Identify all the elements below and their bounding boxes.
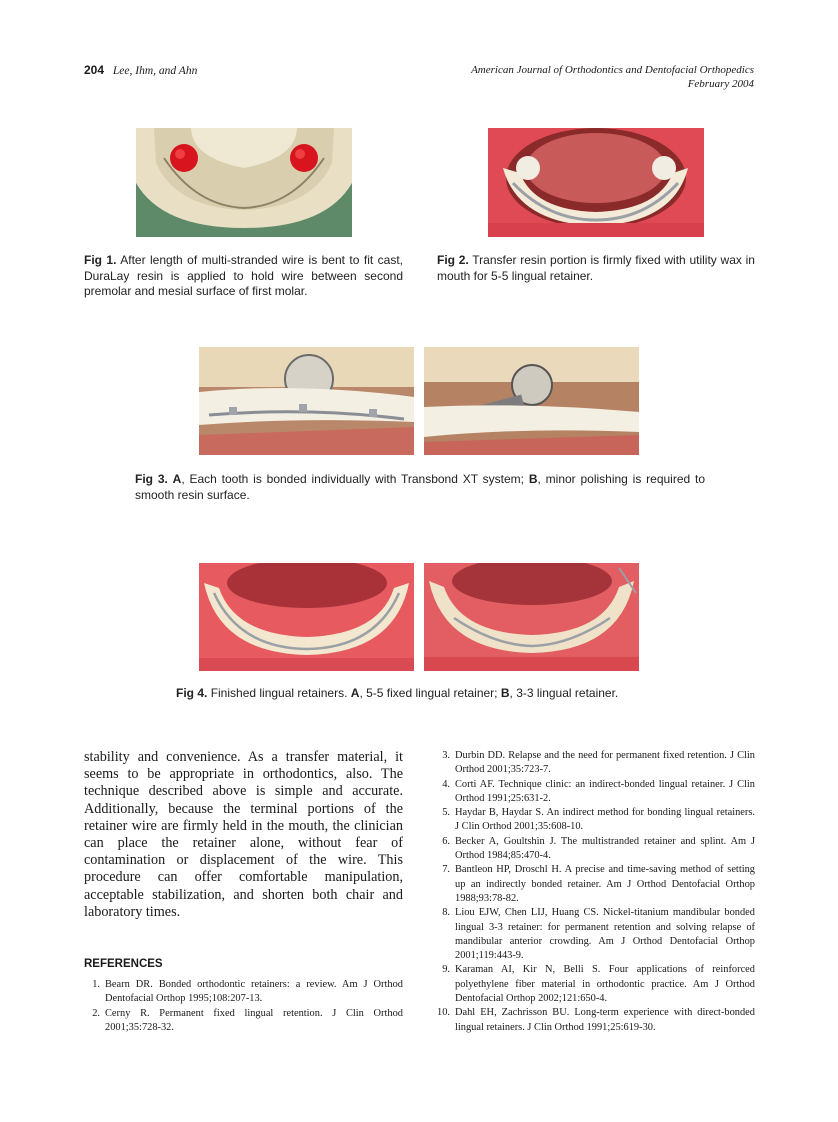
body-paragraph: stability and convenience. As a transfer material, it seems to be appropriate in orthodontics, also. The technique described above is simple and accurate. Additionally, because the terminal portions of the retainer wire are firmly held in the mouth, the clinician can place the retainer alone, without fear of contamination or displacement of the wire. This procedure can offer comfortable manipulation, acceptable stabilization, and shorten both chair and laboratory times. [84, 749, 403, 920]
fig4-part-a: A [350, 686, 360, 700]
fig4-caption [176, 686, 696, 702]
fig1-caption-text: After length of multi-stranded wire is bent to fit cast, DuraLay resin is applied to hold wire between second premolar and mesial surface of first molar. [84, 253, 403, 298]
issue-date: February 2004 [687, 78, 754, 90]
author-names: Lee, Ihm, and Ahn [112, 65, 198, 77]
fig3-part-b: B [528, 472, 538, 486]
fig3-part-a: A [172, 472, 182, 486]
running-header-right [471, 63, 754, 91]
reference-item: 1. Bearn DR. Bonded orthodontic retainers: a review. Am J Orthod Dentofacial Orthop 1995;108:207-13. [92, 979, 403, 1005]
reference-item: 5. Haydar B, Haydar S. An indirect method for bonding lingual retainers. J Clin Orthod 2001;35:608-10. [442, 807, 755, 833]
page-number: 204 [84, 63, 105, 77]
fig3-text-b: , minor polishing is required to smooth resin surface. [135, 472, 706, 502]
references-right-column [434, 749, 755, 1035]
reference-item: 9. Karaman AI, Kir N, Belli S. Four applications of reinforced polyethylene fiber material in orthodontic practice. Am J Orthod Dentofacial Orthop 2002;121:650-4. [442, 964, 755, 1005]
fig4-part-b: B [500, 686, 510, 700]
reference-item: 10. Dahl EH, Zachrisson BU. Long-term experience with direct-bonded lingual retainers. J Clin Orthod 1991;25:619-30. [437, 1007, 755, 1033]
journal-title: American Journal of Orthodontics and Dentofacial Orthopedics [471, 64, 754, 76]
fig4a-image [199, 563, 414, 671]
fig4-label: Fig 4. [176, 686, 208, 700]
fig2-label: Fig 2. [437, 253, 469, 267]
fig2-caption [437, 253, 755, 284]
fig4-text-a: , 5-5 fixed lingual retainer; [359, 686, 501, 700]
fig1-image [136, 128, 352, 237]
fig2-image [488, 128, 704, 237]
reference-item: 2. Cerny R. Permanent fixed lingual retention. J Clin Orthod 2001;35:728-32. [92, 1007, 403, 1033]
fig3-caption [135, 472, 705, 503]
fig3-label: Fig 3. [135, 472, 168, 486]
reference-item: 7. Bantleon HP, Droschl H. A precise and time-saving method of setting up an indirectly bonded retainer. Am J Orthod Dentofacial Orthop 1988;93:78-82. [442, 864, 755, 904]
fig1-label: Fig 1. [84, 253, 117, 267]
reference-item: 8. Liou EJW, Chen LIJ, Huang CS. Nickel-titanium mandibular bonded lingual 3-3 retainer: for permanent retention and solving relapse of mandibular anterior crowding. Am J Orthod Dentofacial Orthop 2001;119:443-9. [442, 907, 755, 962]
references-left-column [84, 978, 403, 1035]
reference-item: 4. Corti AF. Technique clinic: an indirect-bonded lingual retainer. J Clin Orthod 1991;25:631-2. [442, 778, 755, 804]
running-header-left [84, 63, 197, 77]
fig4-text-pre: Finished lingual retainers. [210, 686, 351, 700]
fig3a-image [199, 347, 414, 455]
fig3b-image [424, 347, 639, 455]
fig4-text-b: , 3-3 lingual retainer. [509, 686, 619, 700]
fig1-caption [84, 253, 403, 300]
reference-item: 6. Becker A, Goultshin J. The multistranded retainer and splint. Am J Orthod 1984;85:470-4. [442, 835, 755, 862]
fig2-caption-text: Transfer resin portion is firmly fixed with utility wax in mouth for 5-5 lingual retainer. [437, 253, 755, 283]
reference-item: 3. Durbin DD. Relapse and the need for permanent fixed retention. J Clin Orthod 2001;35:723-7. [442, 750, 755, 776]
fig3-text-a: , Each tooth is bonded individually with Transbond XT system; [181, 472, 529, 486]
references-heading: REFERENCES [84, 958, 163, 970]
fig4b-image [424, 563, 639, 671]
